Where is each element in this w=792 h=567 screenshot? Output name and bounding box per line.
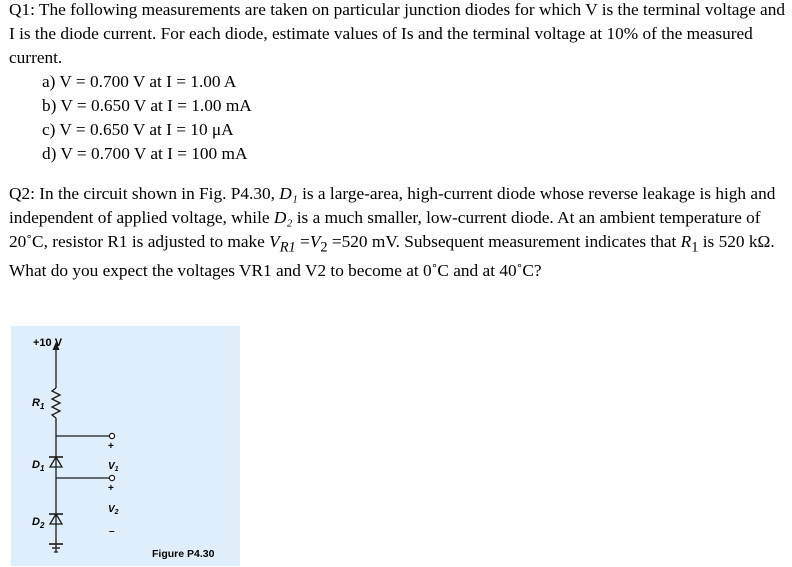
- q2-vr1-sub: R1: [279, 239, 296, 256]
- q2-v2: V: [309, 232, 321, 251]
- v2-label-sub: 2: [114, 509, 119, 516]
- d2-label-main: D: [32, 516, 40, 528]
- question-1-item-b: b) V = 0.650 V at I = 1.00 mA: [42, 96, 252, 115]
- q2-d2: D₂: [273, 208, 293, 227]
- q2-part-4: =520 mV. Subsequent measurement indicates that: [327, 232, 681, 251]
- figure-caption: Figure P4.30: [152, 548, 215, 560]
- question-2-text: [9, 182, 789, 283]
- supply-label: +10 V: [33, 337, 63, 349]
- v2-label-main: V: [108, 504, 115, 515]
- v1-plus-sign: +: [108, 441, 114, 452]
- figure-p4-30: [11, 326, 240, 566]
- q2-eq: =: [295, 232, 310, 251]
- circuit-diagram: [11, 326, 240, 566]
- v1-label-main: V: [108, 461, 115, 472]
- r1-label-sub: 1: [39, 402, 45, 411]
- r1-label-main: R: [32, 397, 40, 409]
- v1-label: [108, 461, 119, 473]
- v2-plus-sign: +: [108, 483, 114, 494]
- v1-label-sub: 1: [114, 466, 119, 473]
- d1-label: [32, 459, 45, 473]
- v2-minus-sign: –: [109, 526, 115, 537]
- q2-part-5: is 520 kΩ. What do you expect the voltages VR1 and V2 to become at 0˚C and at 40˚C?: [9, 232, 775, 281]
- r1-label: [32, 397, 45, 411]
- question-1-list: [42, 70, 789, 166]
- question-1-item-a: a) V = 0.700 V at I = 1.00 A: [42, 72, 237, 91]
- question-1: [9, 0, 789, 166]
- question-1-item-c: c) V = 0.650 V at I = 10 μA: [42, 120, 234, 139]
- q2-d1: D₁: [279, 184, 298, 203]
- q2-v2-sub: 2: [320, 239, 328, 256]
- q2-part-2: is a large-area, high-current diode whose reverse leakage is high and independent of applied voltage, while: [9, 184, 776, 227]
- q2-part-3: is a much smaller, low-current diode. At an ambient temperature of 20˚C, resistor R1 is adjusted to make: [9, 208, 761, 251]
- q2-r1-sub: 1: [691, 239, 699, 256]
- d1-label-main: D: [32, 459, 40, 471]
- v2-label: [108, 504, 119, 516]
- q2-r1: R: [680, 232, 692, 251]
- question-1-text: Q1: The following measurements are taken on particular junction diodes for which V is the terminal voltage and I is the diode current. For each diode, estimate values of Is and the terminal voltage at 10% of the measured current.: [9, 0, 786, 67]
- terminal-v1-plus: [109, 433, 114, 438]
- d1-label-sub: 1: [39, 464, 45, 473]
- terminal-middle: [109, 475, 114, 480]
- question-1-item-d: d) V = 0.700 V at I = 100 mA: [42, 144, 248, 163]
- resistor-r1: [52, 388, 60, 418]
- d2-label: [32, 516, 45, 530]
- q2-vr1: V: [269, 232, 280, 251]
- q2-part-1: Q2: In the circuit shown in Fig. P4.30,: [9, 184, 280, 203]
- d2-label-sub: 2: [39, 521, 45, 530]
- question-2: [9, 182, 789, 283]
